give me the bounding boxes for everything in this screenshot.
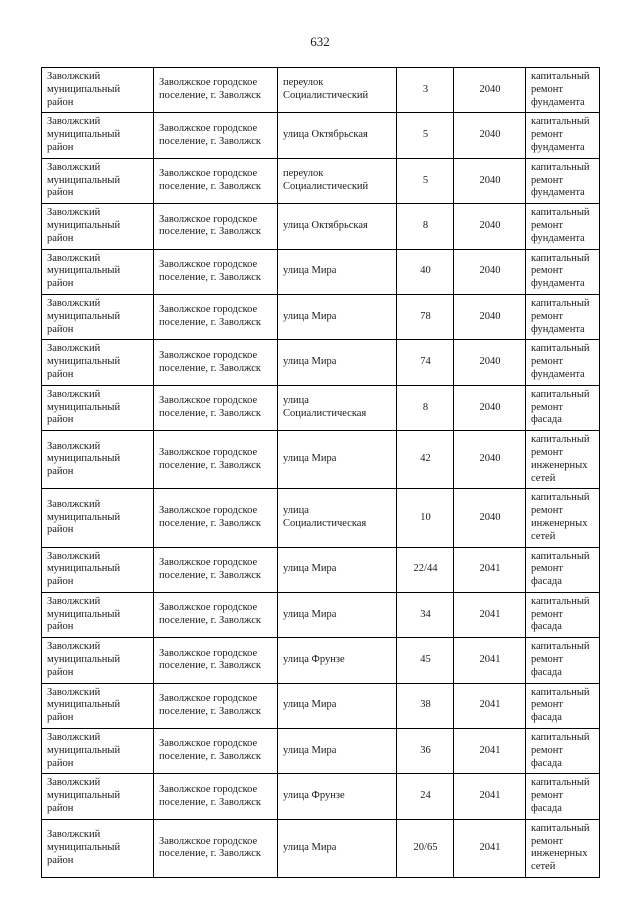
cell-street: улица Мира bbox=[278, 683, 397, 728]
table-row bbox=[42, 385, 600, 430]
cell-house: 36 bbox=[397, 729, 454, 774]
cell-district: Заволжский муниципальный район bbox=[42, 489, 154, 547]
cell-district: Заволжский муниципальный район bbox=[42, 431, 154, 489]
cell-settlement: Заволжское городское поселение, г. Заволжск bbox=[154, 819, 278, 877]
cell-year: 2040 bbox=[454, 113, 526, 158]
cell-house: 24 bbox=[397, 774, 454, 819]
cell-district: Заволжский муниципальный район bbox=[42, 774, 154, 819]
cell-district: Заволжский муниципальный район bbox=[42, 683, 154, 728]
cell-house: 40 bbox=[397, 249, 454, 294]
cell-settlement: Заволжское городское поселение, г. Заволжск bbox=[154, 592, 278, 637]
cell-street: переулок Социалистический bbox=[278, 158, 397, 203]
cell-work: капитальный ремонт фасада bbox=[526, 385, 600, 430]
schedule-table-body bbox=[42, 68, 600, 878]
cell-year: 2041 bbox=[454, 819, 526, 877]
cell-street: улица Мира bbox=[278, 294, 397, 339]
table-row bbox=[42, 729, 600, 774]
cell-street: улица Мира bbox=[278, 592, 397, 637]
cell-year: 2040 bbox=[454, 294, 526, 339]
cell-work: капитальный ремонт фасада bbox=[526, 729, 600, 774]
cell-work: капитальный ремонт фасада bbox=[526, 592, 600, 637]
cell-house: 5 bbox=[397, 113, 454, 158]
table-row bbox=[42, 68, 600, 113]
cell-work: капитальный ремонт фундамента bbox=[526, 294, 600, 339]
cell-district: Заволжский муниципальный район bbox=[42, 729, 154, 774]
cell-street: улица Социалистическая bbox=[278, 385, 397, 430]
cell-district: Заволжский муниципальный район bbox=[42, 158, 154, 203]
table-row bbox=[42, 683, 600, 728]
table-row bbox=[42, 340, 600, 385]
cell-house: 10 bbox=[397, 489, 454, 547]
cell-year: 2040 bbox=[454, 489, 526, 547]
cell-year: 2041 bbox=[454, 683, 526, 728]
cell-house: 45 bbox=[397, 638, 454, 683]
cell-street: переулок Социалистический bbox=[278, 68, 397, 113]
cell-street: улица Октябрьская bbox=[278, 113, 397, 158]
cell-year: 2040 bbox=[454, 204, 526, 249]
cell-work: капитальный ремонт фундамента bbox=[526, 340, 600, 385]
cell-settlement: Заволжское городское поселение, г. Заволжск bbox=[154, 431, 278, 489]
cell-district: Заволжский муниципальный район bbox=[42, 113, 154, 158]
cell-district: Заволжский муниципальный район bbox=[42, 385, 154, 430]
cell-street: улица Фрунзе bbox=[278, 774, 397, 819]
cell-district: Заволжский муниципальный район bbox=[42, 249, 154, 294]
cell-street: улица Социалистическая bbox=[278, 489, 397, 547]
cell-street: улица Мира bbox=[278, 819, 397, 877]
cell-year: 2041 bbox=[454, 592, 526, 637]
cell-year: 2041 bbox=[454, 547, 526, 592]
cell-street: улица Мира bbox=[278, 729, 397, 774]
cell-work: капитальный ремонт инженерных сетей bbox=[526, 819, 600, 877]
cell-street: улица Мира bbox=[278, 547, 397, 592]
cell-district: Заволжский муниципальный район bbox=[42, 547, 154, 592]
table-row bbox=[42, 774, 600, 819]
table-row bbox=[42, 113, 600, 158]
cell-settlement: Заволжское городское поселение, г. Заволжск bbox=[154, 340, 278, 385]
cell-street: улица Мира bbox=[278, 340, 397, 385]
table-row bbox=[42, 819, 600, 877]
cell-settlement: Заволжское городское поселение, г. Заволжск bbox=[154, 638, 278, 683]
cell-house: 8 bbox=[397, 385, 454, 430]
cell-year: 2041 bbox=[454, 774, 526, 819]
cell-district: Заволжский муниципальный район bbox=[42, 204, 154, 249]
cell-work: капитальный ремонт фасада bbox=[526, 683, 600, 728]
cell-work: капитальный ремонт инженерных сетей bbox=[526, 489, 600, 547]
cell-settlement: Заволжское городское поселение, г. Заволжск bbox=[154, 547, 278, 592]
cell-settlement: Заволжское городское поселение, г. Заволжск bbox=[154, 68, 278, 113]
cell-work: капитальный ремонт фасада bbox=[526, 774, 600, 819]
table-row bbox=[42, 204, 600, 249]
cell-settlement: Заволжское городское поселение, г. Заволжск bbox=[154, 249, 278, 294]
cell-district: Заволжский муниципальный район bbox=[42, 819, 154, 877]
table-row bbox=[42, 638, 600, 683]
table-row bbox=[42, 431, 600, 489]
cell-work: капитальный ремонт фундамента bbox=[526, 68, 600, 113]
cell-year: 2041 bbox=[454, 638, 526, 683]
cell-work: капитальный ремонт фундамента bbox=[526, 158, 600, 203]
cell-settlement: Заволжское городское поселение, г. Заволжск bbox=[154, 204, 278, 249]
capital-repair-schedule-table bbox=[41, 67, 600, 878]
cell-year: 2040 bbox=[454, 340, 526, 385]
cell-district: Заволжский муниципальный район bbox=[42, 638, 154, 683]
cell-district: Заволжский муниципальный район bbox=[42, 340, 154, 385]
cell-house: 5 bbox=[397, 158, 454, 203]
table-row bbox=[42, 294, 600, 339]
cell-work: капитальный ремонт фасада bbox=[526, 547, 600, 592]
cell-district: Заволжский муниципальный район bbox=[42, 592, 154, 637]
cell-work: капитальный ремонт фасада bbox=[526, 638, 600, 683]
cell-district: Заволжский муниципальный район bbox=[42, 294, 154, 339]
cell-settlement: Заволжское городское поселение, г. Заволжск bbox=[154, 729, 278, 774]
cell-settlement: Заволжское городское поселение, г. Заволжск bbox=[154, 385, 278, 430]
cell-house: 74 bbox=[397, 340, 454, 385]
cell-work: капитальный ремонт фундамента bbox=[526, 249, 600, 294]
table-row bbox=[42, 592, 600, 637]
cell-settlement: Заволжское городское поселение, г. Заволжск bbox=[154, 158, 278, 203]
cell-house: 8 bbox=[397, 204, 454, 249]
table-row bbox=[42, 158, 600, 203]
cell-house: 22/44 bbox=[397, 547, 454, 592]
table-row bbox=[42, 249, 600, 294]
cell-house: 38 bbox=[397, 683, 454, 728]
cell-year: 2040 bbox=[454, 249, 526, 294]
cell-street: улица Мира bbox=[278, 249, 397, 294]
cell-street: улица Октябрьская bbox=[278, 204, 397, 249]
cell-house: 78 bbox=[397, 294, 454, 339]
cell-year: 2040 bbox=[454, 158, 526, 203]
cell-house: 42 bbox=[397, 431, 454, 489]
table-row bbox=[42, 547, 600, 592]
cell-work: капитальный ремонт инженерных сетей bbox=[526, 431, 600, 489]
table-row bbox=[42, 489, 600, 547]
cell-street: улица Фрунзе bbox=[278, 638, 397, 683]
cell-house: 3 bbox=[397, 68, 454, 113]
cell-district: Заволжский муниципальный район bbox=[42, 68, 154, 113]
cell-year: 2041 bbox=[454, 729, 526, 774]
cell-year: 2040 bbox=[454, 431, 526, 489]
cell-settlement: Заволжское городское поселение, г. Заволжск bbox=[154, 683, 278, 728]
cell-settlement: Заволжское городское поселение, г. Заволжск bbox=[154, 774, 278, 819]
cell-settlement: Заволжское городское поселение, г. Заволжск bbox=[154, 489, 278, 547]
cell-house: 20/65 bbox=[397, 819, 454, 877]
cell-year: 2040 bbox=[454, 68, 526, 113]
page-number: 632 bbox=[310, 34, 330, 49]
cell-settlement: Заволжское городское поселение, г. Заволжск bbox=[154, 113, 278, 158]
cell-work: капитальный ремонт фундамента bbox=[526, 113, 600, 158]
cell-house: 34 bbox=[397, 592, 454, 637]
cell-work: капитальный ремонт фундамента bbox=[526, 204, 600, 249]
cell-settlement: Заволжское городское поселение, г. Заволжск bbox=[154, 294, 278, 339]
cell-street: улица Мира bbox=[278, 431, 397, 489]
cell-year: 2040 bbox=[454, 385, 526, 430]
